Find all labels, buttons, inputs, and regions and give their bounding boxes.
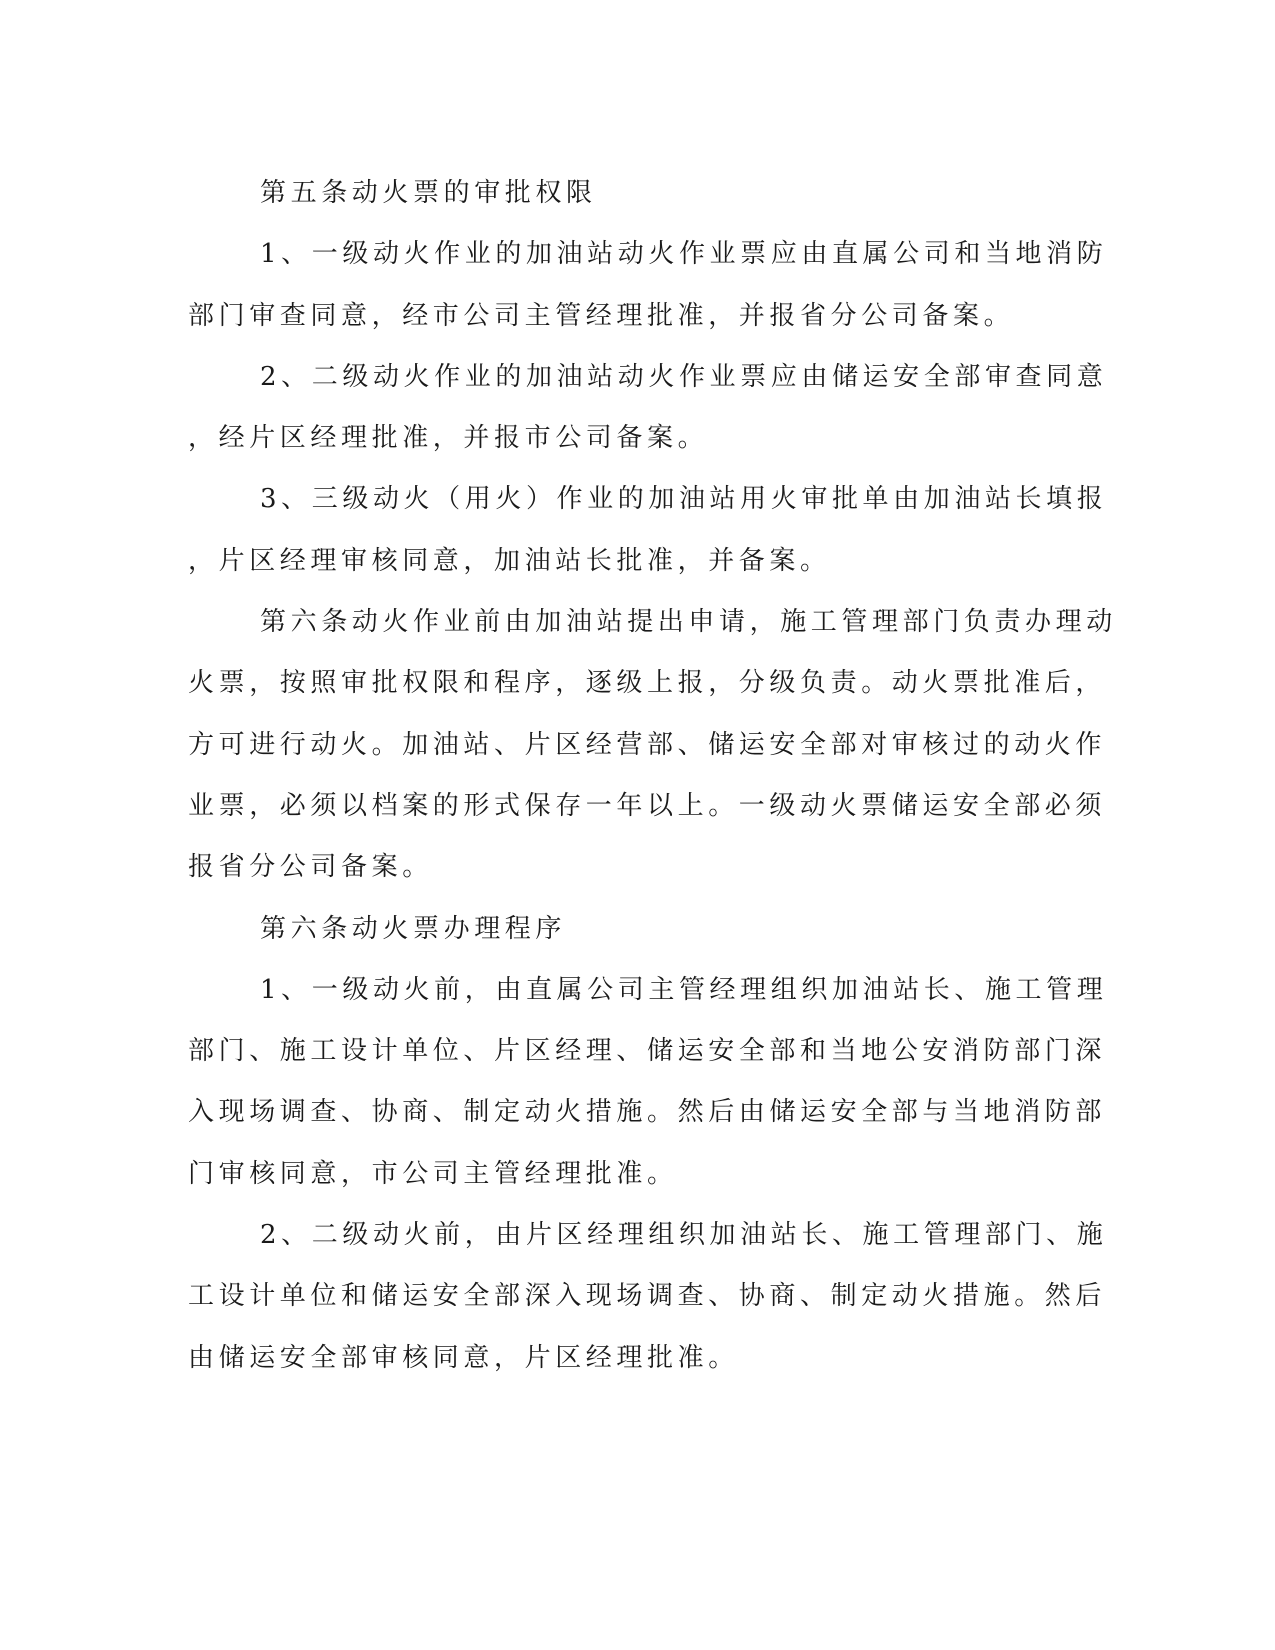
article-6b-item-1-line-1: 1、一级动火前，由直属公司主管经理组织加油站长、施工管理 xyxy=(260,974,1108,1005)
article-6b-heading: 第六条动火票办理程序 xyxy=(260,913,567,944)
article-6-paragraph-line-4: 业票，必须以档案的形式保存一年以上。一级动火票储运安全部必须 xyxy=(188,790,1107,821)
article-5-heading: 第五条动火票的审批权限 xyxy=(260,178,597,208)
article-5-item-1-line-2: 部门审查同意，经市公司主管经理批准，并报省分公司备案。 xyxy=(188,300,1015,331)
article-6b-item-2-line-1: 2、二级动火前，由片区经理组织加油站长、施工管理部门、施 xyxy=(260,1220,1108,1251)
article-6-paragraph-line-5: 报省分公司备案。 xyxy=(188,852,433,883)
article-6b-item-1-line-3: 入现场调查、协商、制定动火措施。然后由储运安全部与当地消防部 xyxy=(188,1097,1107,1128)
article-6-paragraph-line-2: 火票，按照审批权限和程序，逐级上报，分级负责。动火票批准后， xyxy=(188,668,1107,699)
article-5-item-1-line-1: 1、一级动火作业的加油站动火作业票应由直属公司和当地消防 xyxy=(260,239,1108,270)
article-6b-item-1-line-2: 部门、施工设计单位、片区经理、储运安全部和当地公安消防部门深 xyxy=(188,1036,1107,1067)
document-body xyxy=(188,163,1117,1389)
article-5-item-2-line-2: ，经片区经理批准，并报市公司备案。 xyxy=(188,423,709,454)
article-5-item-2-line-1: 2、二级动火作业的加油站动火作业票应由储运安全部审查同意 xyxy=(260,361,1108,392)
article-6b-item-2-line-2: 工设计单位和储运安全部深入现场调查、协商、制定动火措施。然后 xyxy=(188,1281,1107,1312)
article-6b-item-2-line-3: 由储运安全部审核同意，片区经理批准。 xyxy=(188,1342,739,1373)
article-6b-item-1-line-4: 门审核同意，市公司主管经理批准。 xyxy=(188,1158,678,1189)
article-5-item-3-line-1: 3、三级动火（用火）作业的加油站用火审批单由加油站长填报 xyxy=(260,484,1108,515)
article-5-item-3-line-2: ，片区经理审核同意，加油站长批准，并备案。 xyxy=(188,545,831,576)
article-6-paragraph-line-3: 方可进行动火。加油站、片区经营部、储运安全部对审核过的动火作 xyxy=(188,729,1107,760)
article-6-paragraph-line-1: 第六条动火作业前由加油站提出申请，施工管理部门负责办理动 xyxy=(260,607,1117,638)
